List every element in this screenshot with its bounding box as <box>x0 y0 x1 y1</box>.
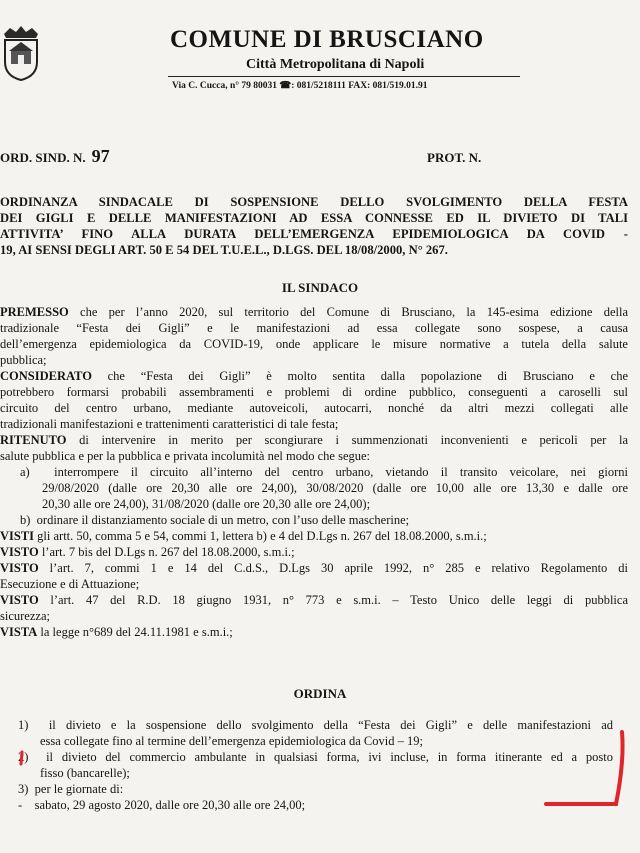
ordina-item-1: 1) il divieto e la sospensione dello svolgimento della “Festa dei Gigli” e delle manifestazioni ad <box>18 718 613 732</box>
municipality-address: Via C. Cucca, n° 79 80031 ☎: 081/5218111 FAX: 081/519.01.91 <box>172 81 428 91</box>
ordinance-number <box>0 146 110 167</box>
premesso-line: dell’emergenza epidemiologica da COVID-19, onde applicare le misure normative a tutela della salute <box>0 337 628 351</box>
ordinance-number-label: ORD. SIND. N. <box>0 150 86 165</box>
ritenuto-keyword: RITENUTO <box>0 433 67 447</box>
vista-line: VISTA la legge n°689 del 24.11.1981 e s.m.i.; <box>0 625 233 639</box>
considerato-line: CONSIDERATO che “Festa dei Gigli” è molto sentita dalla popolazione di Brusciano e che <box>0 369 628 383</box>
protocol-number-label: PROT. N. <box>427 150 482 165</box>
visto-keyword: VISTO <box>0 545 39 559</box>
visti-line: VISTI gli artt. 50, comma 5 e 54, commi 1, lettera b) e 4 del D.Lgs n. 267 del 18.08.2000, s.m.i.; <box>0 529 487 543</box>
ritenuto-line: salute pubblica e per la pubblica e privata incolumità nel modo che segue: <box>0 449 371 463</box>
considerato-line: potrebbero formarsi probabili assembramenti e problemi di ordine pubblico, conseguenti a caroselli sul <box>0 385 628 399</box>
ordina-item-3: 3) per le giornate di: <box>18 782 124 796</box>
vista-keyword: VISTA <box>0 625 38 639</box>
visti-keyword: VISTI <box>0 529 35 543</box>
ordina-item-2: 2) il divieto del commercio ambulante in qualsiasi forma, ivi incluse, in forma itinerante ed a posto <box>18 750 613 764</box>
ritenuto-item-a: a) interrompere il circuito all’interno del centro urbano, vietando il transito veicolare, nei giorni <box>20 465 628 479</box>
header-divider <box>168 76 520 77</box>
ordina-list <box>18 717 613 813</box>
considerato-keyword: CONSIDERATO <box>0 369 92 383</box>
ordina-item-2-line: fisso (bancarelle); <box>40 766 130 780</box>
premesso-keyword: PREMESSO <box>0 305 69 319</box>
ordina-heading: ORDINA <box>293 686 347 701</box>
red-marker-annotation-icon <box>540 726 632 810</box>
municipality-title: COMUNE DI BRUSCIANO <box>170 26 484 53</box>
ordina-item-1-line: essa collegate fino al termine dell’emergenza epidemiologica da Covid – 19; <box>40 734 423 748</box>
visto-line: VISTO l’art. 47 del R.D. 18 giugno 1931, n° 773 e s.m.i. – Testo Unico delle leggi di pubblica <box>0 593 628 607</box>
subject-line: ORDINANZA SINDACALE DI SOSPENSIONE DELLO SVOLGIMENTO DELLA FESTA <box>0 195 628 209</box>
ritenuto-line: RITENUTO di intervenire in merito per scongiurare i summenzionati inconvenienti e pericoli per la <box>0 433 628 447</box>
subject-line: ATTIVITA’ FINO ALLA DURATA DELL’EMERGENZA EPIDEMIOLOGICA DA COVID - <box>0 227 628 241</box>
ordinance-number-value: 97 <box>91 146 110 166</box>
visto-keyword: VISTO <box>0 593 39 607</box>
subject-line: DEI GIGLI E DELLE MANIFESTAZIONI AD ESSA CONNESSE ED IL DIVIETO DI TALI <box>0 211 628 225</box>
visto-line: VISTO l’art. 7, commi 1 e 14 del C.d.S., D.Lgs 30 aprile 1992, n° 285 e relativo Regolamento di <box>0 561 628 575</box>
municipal-crest-icon <box>0 24 42 82</box>
premesso-line: tradizionale “Festa dei Gigli” e le manifestazioni ad essa collegate sono sospese, a causa <box>0 321 628 335</box>
subject-line: 19, AI SENSI DEGLI ART. 50 E 54 DEL T.U.E.L., D.LGS. DEL 18/08/2000, N° 267. <box>0 243 448 257</box>
visto-line: Esecuzione e di Attuazione; <box>0 577 140 591</box>
premesso-line: PREMESSO che per l’anno 2020, sul territorio del Comune di Brusciano, la 145-esima edizione della <box>0 305 628 319</box>
ordinance-body <box>0 304 628 640</box>
ordina-item-dash: - sabato, 29 agosto 2020, dalle ore 20,30 alle ore 24,00; <box>18 798 306 812</box>
premesso-line: pubblica; <box>0 353 47 367</box>
ordinance-subject <box>0 194 628 258</box>
ritenuto-item-a-line: 29/08/2020 (dalle ore 20,30 alle ore 24,00), 30/08/2020 (dalle ore 10,00 alle ore 13,30 e dalle ore <box>42 481 628 495</box>
ritenuto-item-a-line: 20,30 alle ore 24,00), 31/08/2020 (dalle ore 20,30 alle ore 24,00); <box>42 497 371 511</box>
visto-keyword: VISTO <box>0 561 39 575</box>
visto-line: sicurezza; <box>0 609 50 623</box>
il-sindaco-heading: IL SINDACO <box>281 280 359 295</box>
considerato-line: tradizionali manifestazioni e trattenimenti caratteristici di tale festa; <box>0 417 339 431</box>
ritenuto-item-b: b) ordinare il distanziamento sociale di un metro, con l’uso delle mascherine; <box>20 513 410 527</box>
visto-line: VISTO l’art. 7 bis del D.Lgs n. 267 del 18.08.2000, s.m.i.; <box>0 545 295 559</box>
considerato-line: circuito del centro urbano, mediante autoveicoli, autocarri, nonché da altri mezzi collegati alle <box>0 401 628 415</box>
municipality-subtitle: Città Metropolitana di Napoli <box>246 57 425 72</box>
red-marker-tick-icon <box>18 750 32 768</box>
